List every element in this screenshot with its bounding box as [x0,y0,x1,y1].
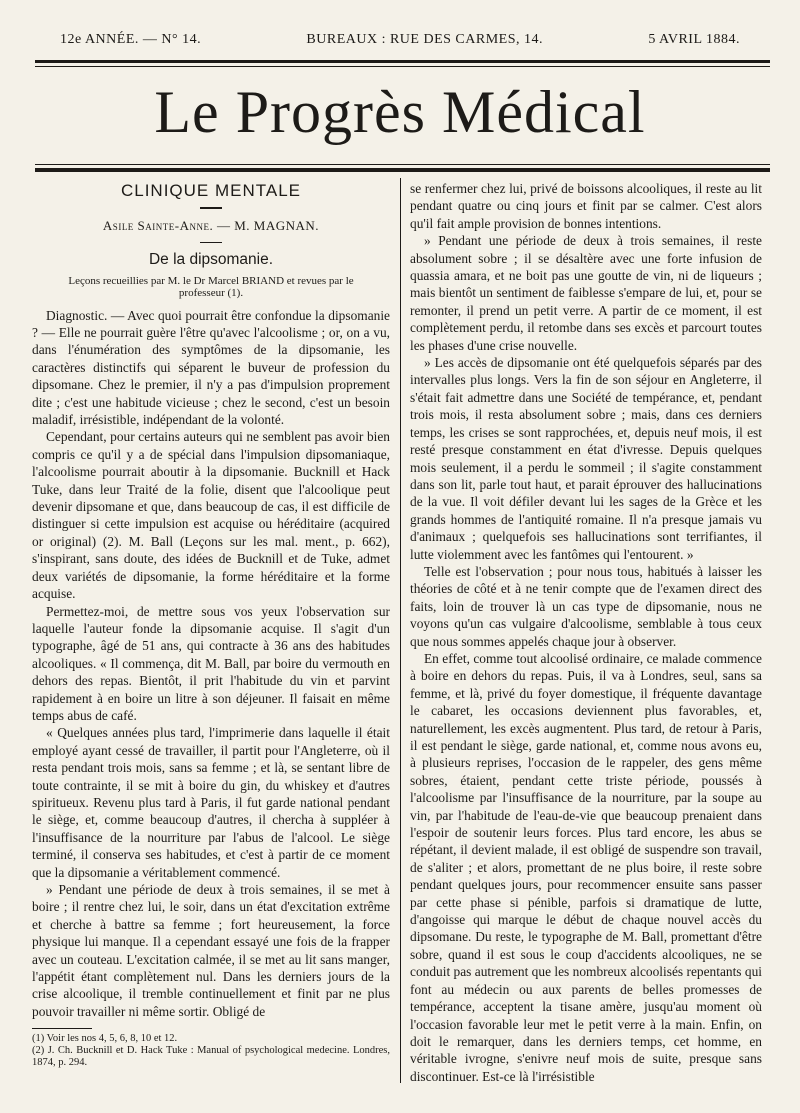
masthead-info [60,32,740,48]
right-paragraph-5: En effet, comme tout alcoolisé ordinaire, ce malade commence à boire en dehors du repas. Puis, il va à Londres, seul, sans sa femme, et là, privé du foyer domestique, il fréquente davantage le cabaret, les occasions deviennent plus favorables, et, naturellement, les excès augmentent. Plus tard, de retour à Paris, il est pendant le siège, garde national, et, comme nous avons eu, à plusieurs reprises, l'occasion de le rappeler, des gens même sobres, étaient, pendant cette triste période, poussés à l'alcoolisme par l'insuffisance de la nourriture, par la soupe au vin, par l'habitude de l'eau-de-vie que beaucoup prenaient dans l'espoir de soutenir leurs forces. Plus tard encore, les abus se répétant, il devient malade, il est obligé de suspendre son travail, de s'aliter ; et alors, promettant de ne plus boire, il reste sobre pendant quelques jours, pour recommencer ensuite sans passer par cette phase si pénible, parfois si dramatique de lutte, d'angoisse qui marque le début de chaque nouvel accès du dipsomane. Du reste, le typographe de M. Ball, promettant d'être sobre, quand il est sous le coup d'accidents alcooliques, ne se conduit pas autrement que les nombreux alcoolisés repentants qui font au médecin ou aux parents de belles promesses de tempérance, acceptent la tisane amère, jusqu'au moment où l'occasion favorable leur met le petit verre à la main. Enfin, on doit le remarquer, dans les derniers temps, cet homme, en véritable ivrogne, s'enivre neuf mois de suite, presque sans discontinuer. Est-ce là l'irrésistible [410,650,762,1084]
location-divider [200,242,222,243]
right-paragraph-4: Telle est l'observation ; pour nous tous, habitués à laisser les théories de côté et à ne tenir compte que de l'examen direct des faits, loin de trouver là un cas type de dipsomanie, nous ne voyons qu'un cas vulgaire d'alcoolisme, semblable à tous ceux que nous sommes appelés chaque jour à observer. [410,563,762,649]
right-paragraph-3: » Les accès de dipsomanie ont été quelquefois séparés par des intervalles plus longs. Vers la fin de son séjour en Angleterre, il s'était fait admettre dans une Société de tempérance, et, pendant trois mois, il resta absolument sobre ; mais, dans ces derniers temps, les crises se sont rapprochées, et, depuis neuf mois, il est resté presque constamment en état d'ivresse. Depuis quelques mois seulement, il a perdu le sommeil ; il s'agite constamment dans son lit, parle tout haut, et parait éprouver des hallucinations de la vue. Il voit défiler devant lui les sages de la Grèce et les grands hommes de l'antiquité romaine. Il n'a presque jamais vu d'animaux ; quelquefois ses hallucinations sont terrifiantes, il lutte violemment avec les fantômes qui l'entourent. » [410,355,762,562]
top-rule-thick [35,60,770,63]
footnote-rule [32,1028,92,1029]
newspaper-title: Le Progrès Médical [154,79,646,145]
article-title: De la dipsomanie. [148,251,274,269]
issue-number: 12e ANNÉE. — N° 14. [60,32,202,47]
left-paragraph-2: Cependant, pour certains auteurs qui ne semblent pas avoir bien compris ce qu'il y a de spécial dans l'impulsion dipsomaniaque, l'alcoolisme pourrait aboutir à la dipsomanie. Bucknill et Hack Tuke, dans leur Traité de la folie, disent que l'alcoolique peut devenir dipsomane et que, dans beaucoup de cas, il est difficile de distinguer si cette impulsion est acquise ou héréditaire (acquired or original) (2). M. Ball (Leçons sur les mal. ment., p. 662), s'inspirant, sans doute, des idées de Bucknill et de Tuke, admet deux variétés de dipsomanie, la forme héréditaire et la forme acquise. [32,429,390,602]
right-paragraph-1: se renfermer chez lui, privé de boissons alcooliques, il reste au lit pendant quatre ou cinq jours et finit par se calmer. C'est alors qu'il fait ample provision de bonnes intentions. [410,181,762,231]
left-paragraph-5: » Pendant une période de deux à trois semaines, il se met à boire ; il rentre chez lui, le soir, dans un état d'excitation extrême et cherche à battre sa femme ; fort heureusement, la force physique lui manque. Il a cependant essayé une fois de la frapper avec un couteau. L'excitation calmée, il se met au lit sans manger, l'appétit étant complètement nul. Dans les derniers jours de la crise alcoolique, il tremble continuellement et finit par ne plus pouvoir travailler ni même sortir. Obligé de [32,882,390,1019]
section-heading: CLINIQUE MENTALE [120,181,302,200]
right-column [410,180,762,1085]
title-rule-thick [35,168,770,172]
column-divider [400,178,401,1083]
lecture-note: Leçons recueillies par M. le Dr Marcel BRIAND et revues par le professeur (1). [68,274,354,299]
office-address: BUREAUX : RUE DES CARMES, 14. [306,32,543,47]
top-rule-thin [35,66,770,67]
section-divider [200,207,222,208]
footnote-1: (1) Voir les nos 4, 5, 6, 8, 10 et 12. [32,1033,178,1045]
left-paragraph-3: Permettez-moi, de mettre sous vos yeux l'observation sur laquelle l'auteur fonde la dipsomanie acquise. Il s'agit d'un typographe, âgé de 51 ans, qui contracte à 36 ans des habitudes alcooliques. « Il commença, dit M. Ball, par boire du vermouth en dehors des repas. Bientôt, il prit l'habitude du vin et parvint rapidement à en boire un litre à son déjeuner. Il faisait en même temps abus de café. [32,603,390,723]
left-column [32,180,390,1069]
title-rule-thin [35,164,770,165]
footnote-2: (2) J. Ch. Bucknill et D. Hack Tuke : Manual of psychological medecine. Londres, 1874, p. 294. [32,1045,390,1069]
left-paragraph-1: Diagnostic. — Avec quoi pourrait être confondue la dipsomanie ? — Elle ne pourrait guère l'être qu'avec l'alcoolisme ; or, on a vu, dans l'énumération des symptômes de la dipsomanie, les caractères distinctifs qui séparent le buveur de profession du dipsomane. Chez le premier, il n'y a pas d'impulsion proprement dite ; c'est une habitude vicieuse ; chez le second, c'est un besoin maladif, irrésistible, indépendant de la volonté. [32,307,390,428]
left-paragraph-4: « Quelques années plus tard, l'imprimerie dans laquelle il était employé ayant cessé de travailler, il partit pour l'Angleterre, où il resta pendant trois mois, sans sa femme ; et là, se sentant libre de toute contrainte, il se mit à boire du gin, du whiskey et d'autres spiritueux. Revenu plus tard à Paris, il fut garde national pendant le siège, et, comme beaucoup d'autres, il chercha à suppléer à l'insuffisance de la nourriture par l'abus de l'alcool. Le siège terminé, il conserva ses habitudes, et c'est à partir de ce moment que la dipsomanie a véritablement commencé. [32,725,390,880]
right-paragraph-2: » Pendant une période de deux à trois semaines, il reste absolument sobre ; il se désaltère avec une forte infusion de quassia amara, et ne boit pas une goutte de vin, ni de liqueurs ; mais bientôt un sentiment de faiblesse s'empare de lui, et, pour se remonter, il prend un petit verre. A partir de ce moment, il est complètement perdu, il retombe dans ses excès et parcourt toutes les phases d'une crise nouvelle. [410,233,762,353]
location-heading: Asile Sainte-Anne. — M. MAGNAN. [102,217,320,233]
issue-date: 5 AVRIL 1884. [648,32,740,47]
